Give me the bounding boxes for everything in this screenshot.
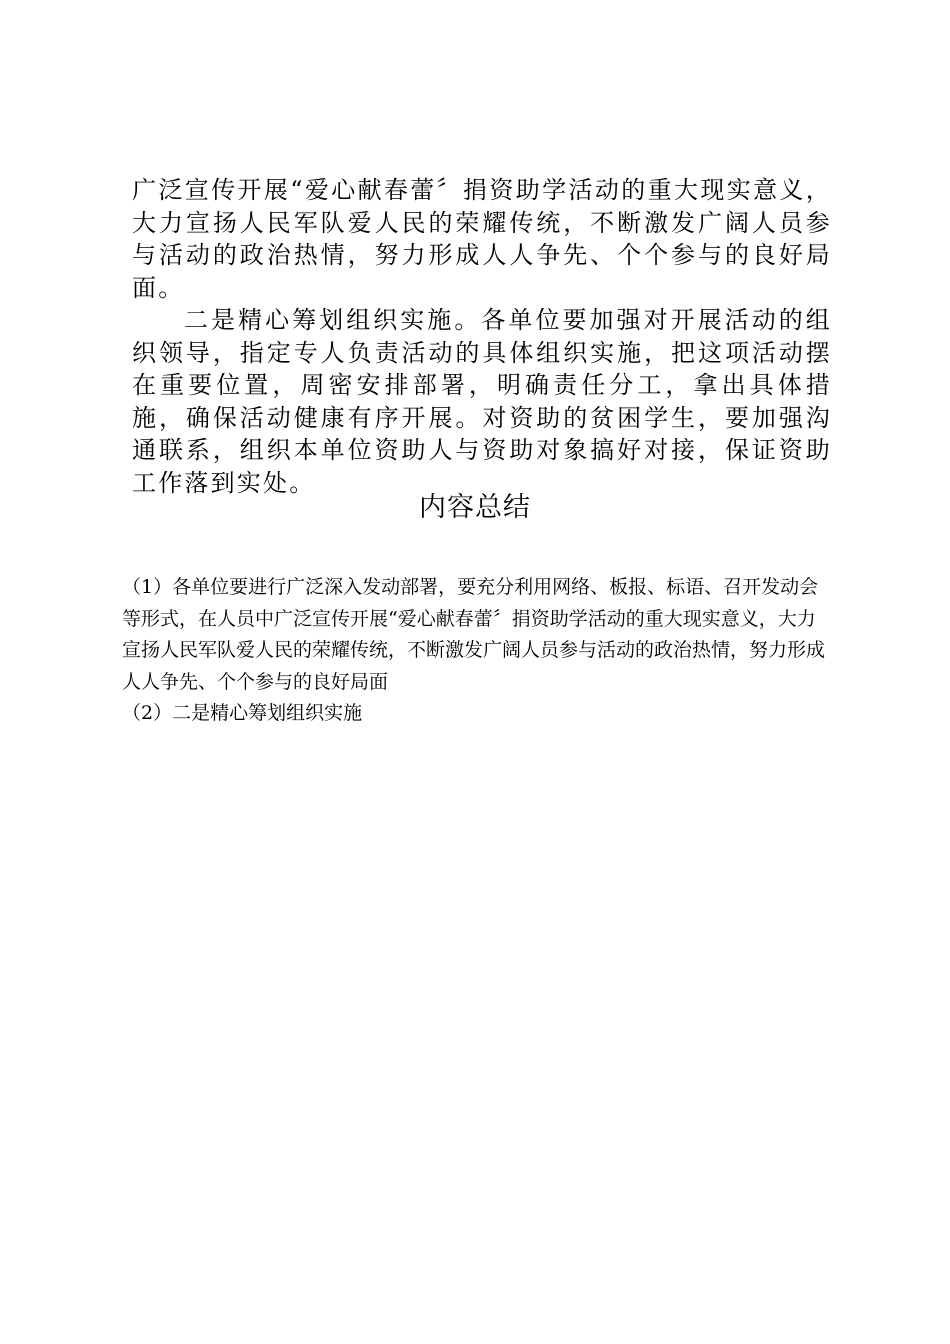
summary-title: 内容总结: [419, 492, 531, 523]
summary-item-1: （1）各单位要进行广泛深入发动部署，要充分利用网络、板报、标语、召开发动会等形式，在人员中广泛宣传开展“爱心献春蕾〞捐资助学活动的重大现实意义，大力宣扬人民军队爱人民的荣耀传统，不断激发广阔人员参与活动的政治热情，努力形成人人争先、个个参与的良好局面: [122, 576, 826, 693]
summary-item-2: （2）二是精心筹划组织实施: [122, 702, 363, 724]
body-text: [132, 174, 832, 499]
summary-list: [122, 572, 834, 730]
body-paragraph-1: 广泛宣传开展“爱心献春蕾〞捐资助学活动的重大现实意义，大力宣扬人民军队爱人民的荣耀传统，不断激发广阔人员参与活动的政治热情，努力形成人人争先、个个参与的良好局面。: [132, 176, 832, 302]
body-paragraph-2: 二是精心筹划组织实施。各单位要加强对开展活动的组织领导，指定专人负责活动的具体组织实施，把这项活动摆在重要位置，周密安排部署，明确责任分工，拿出具体措施，确保活动健康有序开展。对资助的贫困学生，要加强沟通联系，组织本单位资助人与资助对象搞好对接，保证资助工作落到实处。: [132, 306, 832, 497]
